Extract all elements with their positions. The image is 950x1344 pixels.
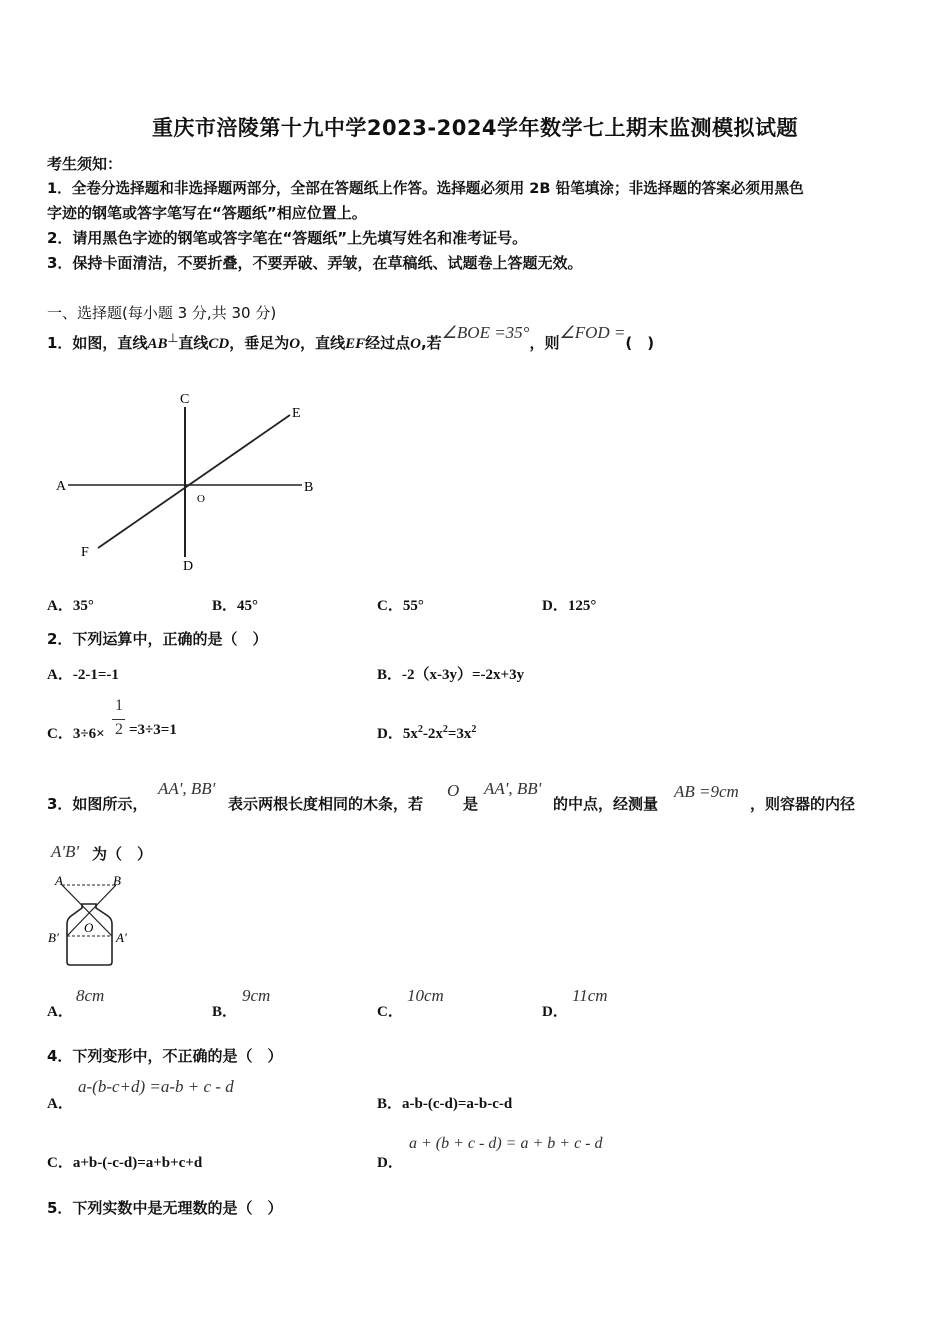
notice-line-1b: 字迹的钢笔或答字笔写在“答题纸”相应位置上。 <box>47 204 367 222</box>
q3-math-aa-bb-2: AA', BB' <box>484 779 542 798</box>
q3-option-d-label[interactable]: D． <box>542 1004 568 1020</box>
figure-intersecting-lines <box>40 385 340 580</box>
q2-option-c-rest: =3÷3=1 <box>129 722 177 738</box>
fig-label-b: B <box>113 873 121 888</box>
q3-math-apbp: A'B' <box>51 842 80 861</box>
label-f: F <box>81 545 89 560</box>
notice-heading: 考生须知： <box>47 155 123 173</box>
q3-option-b-label[interactable]: B． <box>212 1004 238 1020</box>
angle-boe: ∠BOE =35° <box>441 323 530 342</box>
q3-option-c-label[interactable]: C． <box>377 1004 403 1020</box>
angle-fod: ∠FOD = <box>559 323 626 342</box>
question-5-stem: 5．下列实数中是无理数的是（ ） <box>47 1199 283 1217</box>
q2-option-d[interactable]: D．$5x^2-2x^2=3x^2$ <box>377 724 477 742</box>
question-1-stem: 1．如图，直线AB⊥直线CD，垂足为O，直线EF经过点O,若∠BOE =35°，则∠FOD =( ) <box>47 323 655 352</box>
question-3-text-1: 3．如图所示， <box>47 795 148 813</box>
q4-option-d-math: a + (b + c - d) = a + b + c - d <box>409 1135 603 1152</box>
q4-option-a-label[interactable]: A． <box>47 1096 73 1112</box>
question-4-stem: 4．下列变形中，不正确的是（ ） <box>47 1047 283 1065</box>
q1-option-b[interactable]: B．45° <box>212 598 259 614</box>
q4-option-d-label[interactable]: D． <box>377 1155 403 1171</box>
fig-label-a: A <box>55 873 63 888</box>
fig-label-aprime: A′ <box>116 930 127 945</box>
label-c: C <box>180 392 190 407</box>
question-3-text-6: 为（ ） <box>92 845 153 863</box>
notice-line-2: 2．请用黑色字迹的钢笔或答字笔在“答题纸”上先填写姓名和准考证号。 <box>47 229 528 247</box>
question-3-text-2: 表示两根长度相同的木条，若 <box>228 795 424 813</box>
q2-option-b[interactable]: B．-2（x-3y）=-2x+3y <box>377 667 525 683</box>
q1-option-c[interactable]: C．55° <box>377 598 424 614</box>
fig-label-o: O <box>84 920 94 935</box>
fig-label-bprime: B′ <box>48 930 59 945</box>
notice-line-3: 3．保持卡面清洁，不要折叠，不要弄破、弄皱，在草稿纸、试题卷上答题无效。 <box>47 254 583 272</box>
line-ef <box>98 415 290 548</box>
q3-math-ab: AB =9cm <box>674 782 739 801</box>
label-o: O <box>197 493 205 505</box>
q4-option-a-math: a-(b-c+d) =a-b + c - d <box>78 1077 234 1096</box>
q3-math-o: O <box>447 781 460 800</box>
question-3-text-3: 是 <box>463 795 479 813</box>
q4-option-b[interactable]: B．a-b-(c-d)=a-b-c-d <box>377 1096 513 1112</box>
q3-math-aa-bb: AA', BB' <box>158 779 216 798</box>
section-heading: 一、选择题(每小题 3 分,共 30 分) <box>47 304 277 322</box>
figure-container <box>46 870 142 970</box>
label-a: A <box>56 479 67 494</box>
q3-option-c-value: 10cm <box>407 986 444 1005</box>
fraction-numerator: 1 <box>115 697 123 714</box>
q3-option-a-value: 8cm <box>76 986 105 1005</box>
question-3-text-5: ，则容器的内径 <box>750 795 856 813</box>
page-title: 重庆市涪陵第十九中学2023-2024学年数学七上期末监测模拟试题 <box>151 116 799 140</box>
question-2-stem: 2．下列运算中，正确的是（ ） <box>47 630 268 648</box>
notice-line-1a: 1．全卷分选择题和非选择题两部分，全部在答题纸上作答。选择题必须用 2B 铅笔填涂；非选择题的答案必须用黑色 <box>47 180 804 197</box>
label-e: E <box>292 406 301 421</box>
question-3-text-4: 的中点，经测量 <box>553 795 659 813</box>
q2-option-c[interactable]: C．3÷6× <box>47 726 105 742</box>
q1-option-a[interactable]: A．35° <box>47 598 94 614</box>
q2-option-a[interactable]: A．-2-1=-1 <box>47 667 119 683</box>
fraction-denominator: 2 <box>115 721 123 738</box>
label-d: D <box>183 559 194 574</box>
q1-option-d[interactable]: D．125° <box>542 598 597 614</box>
q3-option-a-label[interactable]: A． <box>47 1004 73 1020</box>
q3-option-b-value: 9cm <box>242 986 271 1005</box>
label-b: B <box>304 480 314 495</box>
fraction-bar <box>112 719 125 720</box>
q4-option-c[interactable]: C．a+b-(-c-d)=a+b+c+d <box>47 1155 203 1171</box>
q3-option-d-value: 11cm <box>572 986 608 1005</box>
